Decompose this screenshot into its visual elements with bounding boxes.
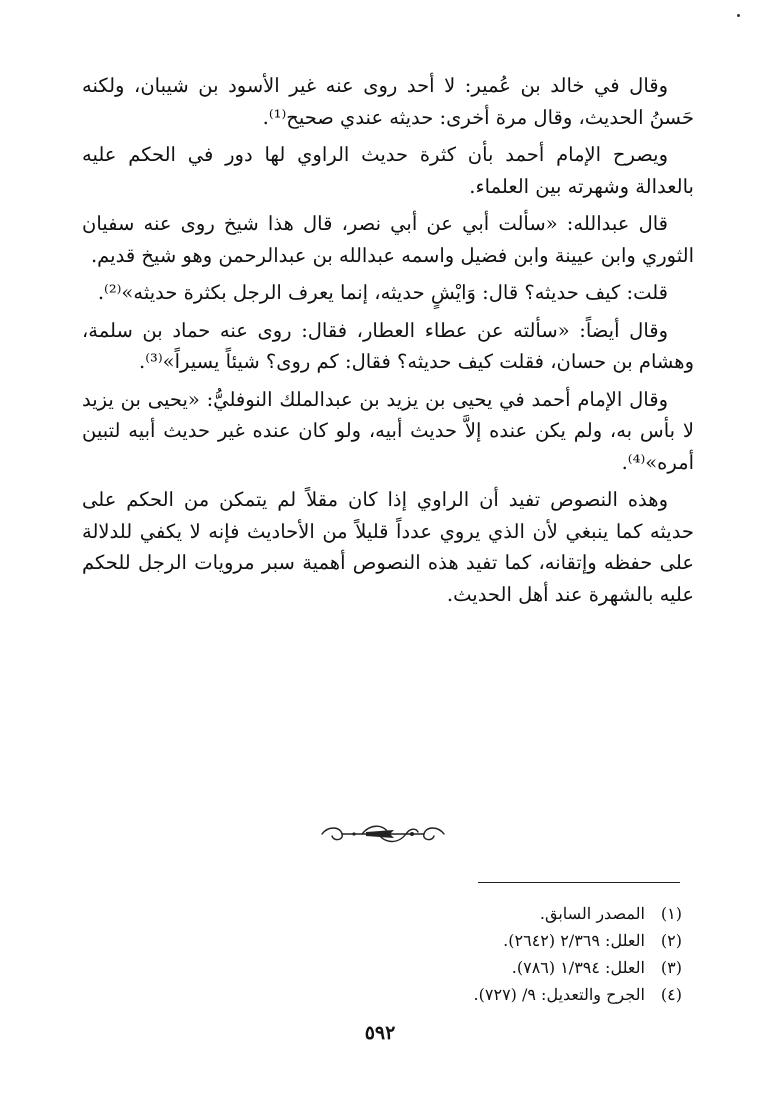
paragraph: قال عبدالله: «سألت أبي عن أبي نصر، قال هذا شيخ روى عنه سفيان الثوري وابن عيينة وابن فضيل واسمه عبدالله بن عبدالرحمن وهو شيخ قديم. [82, 212, 694, 267]
footnote-text: العلل: ٢/٣٦٩ (٢٦٤٢). [503, 931, 645, 950]
main-text [82, 70, 694, 621]
footnote-item [380, 981, 682, 1008]
footnote-item [380, 927, 682, 954]
footnote-number: (١) [660, 904, 682, 923]
page-number: ٥٩٢ [364, 1022, 396, 1044]
ornament-divider-icon [318, 820, 448, 848]
paragraph: ويصرح الإمام أحمد بأن كثرة حديث الراوي لها دور في الحكم عليه بالعدالة وشهرته بين العلماء. [82, 143, 694, 198]
footnotes [380, 900, 682, 1008]
footnote-number: (٢) [660, 931, 682, 950]
paragraph: وقال الإمام أحمد في يحيى بن يزيد بن عبدالملك النوفليُّ: «يحيى بن يزيد لا بأس به، ولم يكن عنده إلاَّ حديث أبيه، ولو كان عنده غير حديث أبيه لتبين أمره»⁽⁴⁾. [82, 387, 694, 474]
footnote-number: (٤) [660, 985, 682, 1004]
footnote-number: (٣) [660, 958, 682, 977]
footnote-item [380, 954, 682, 981]
footnote-text: الجرح والتعديل: ٩/ (٧٢٧). [473, 985, 645, 1004]
footnote-text: المصدر السابق. [539, 904, 645, 923]
footnote-text: العلل: ١/٣٩٤ (٧٨٦). [511, 958, 645, 977]
paragraph: وقال في خالد بن عُمير: لا أحد روى عنه غير الأسود بن شيبان، ولكنه حَسنُ الحديث، وقال مرة أخرى: حديثه عندي صحيح⁽¹⁾. [82, 74, 694, 129]
footnote-item [380, 900, 682, 927]
paragraph: قلت: كيف حديثه؟ قال: وَايْشٍ حديثه، إنما يعرف الرجل بكثرة حديثه»⁽²⁾. [97, 281, 668, 304]
paragraph: وقال أيضاً: «سألته عن عطاء العطار، فقال: روى عنه حماد بن سلمة، وهشام بن حسان، فقلت كيف حديثه؟ فقال: كم روى؟ شيئاً يسيراً»⁽³⁾. [82, 318, 694, 373]
corner-mark [737, 14, 740, 17]
paragraph: وهذه النصوص تفيد أن الراوي إذا كان مقلاً لم يتمكن من الحكم على حديثه كما ينبغي لأن الذي يروي عدداً قليلاً من الأحاديث فإنه لا يكفي للدلالة على حفظه وإتقانه، كما تفيد هذه النصوص أهمية سبر مرويات الرجل للحكم عليه بالشهرة عند أهل الحديث. [82, 488, 694, 606]
footnote-separator [478, 882, 680, 883]
